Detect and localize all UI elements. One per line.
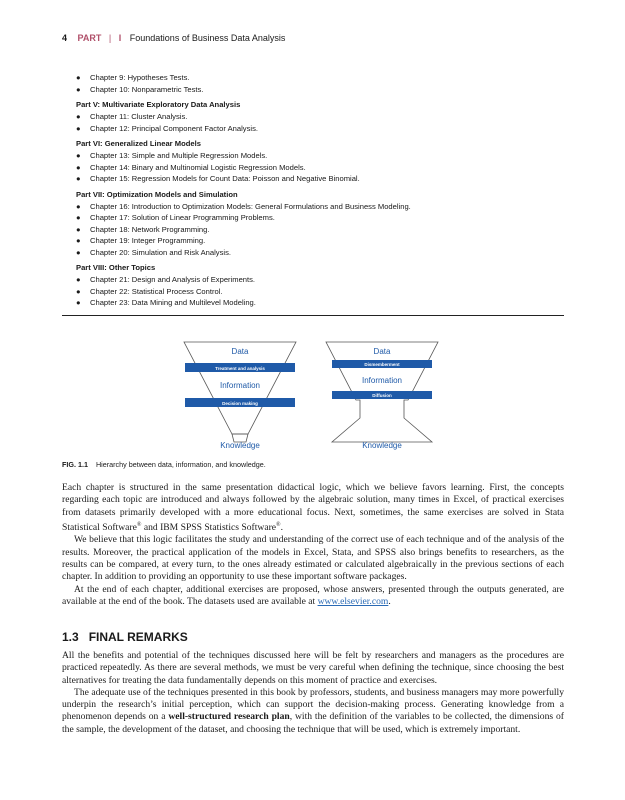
list-item: ● Chapter 20: Simulation and Risk Analysis. [76, 247, 231, 257]
section-number: 1.3 [62, 630, 79, 644]
right-knowledge-label: Knowledge [362, 441, 402, 450]
paragraph: Each chapter is structured in the same presentation didactical logic, which we believe favors learning. First, the concepts regarding each topic are introduced and always followed by the algebraic solution, many times in Excel, of practical exercises from datasets primarily developed with a more educational focus. Next, sometimes, the same exercises are solved in Stata Statistical Software® and IBM SPSS Statistics Software®. [62, 482, 564, 534]
page-number: 4 [62, 33, 68, 43]
left-knowledge-label: Knowledge [220, 441, 260, 450]
bullet-icon: ● [76, 236, 81, 245]
part-heading: Part VI: Generalized Linear Models [76, 139, 201, 148]
right-funnel-diagram [326, 342, 438, 450]
part-label: PART [77, 33, 102, 43]
part-heading: Part VIII: Other Topics [76, 263, 156, 272]
left-band-decision-label: Decision making [222, 401, 258, 406]
list-item: ● Chapter 23: Data Mining and Multilevel Modeling. [76, 298, 256, 307]
left-band-treatment-label: Treatment and analysis [215, 366, 265, 371]
body-text [62, 482, 564, 608]
list-item: ● Chapter 15: Regression Models for Count Data: Poisson and Negative Binomial. [76, 174, 360, 183]
bullet-icon: ● [76, 151, 81, 160]
left-data-label: Data [231, 347, 249, 356]
bullet-icon: ● [76, 213, 81, 222]
paragraph: We believe that this logic facilitates the study and understanding of the correct use of each technique and of the analysis of the results. Moreover, the practical application of the models in Excel, Stata, and SPSS also brings benefits to researchers, as the results can be compared, at every turn, to the ones already estimated or calculated algebraically in the previous sections of each chapter. In addition to providing an opportunity to use these important software packages. [62, 534, 564, 583]
header-separator: | [108, 33, 112, 43]
running-header [62, 33, 285, 43]
paragraph: All the benefits and potential of the techniques discussed here will be felt by researchers and managers as the procedures are practiced repeatedly. As there are several methods, we must be very careful when defining the technique, since choosing the best alternatives for treating the data fundamentally depends on this moment of practice and exercises. [62, 650, 564, 686]
part-title: Foundations of Business Data Analysis [129, 33, 286, 43]
elsevier-link[interactable]: www.elsevier.com [317, 595, 389, 607]
figure-caption [62, 460, 266, 469]
figure-caption-label: FIG. 1.1 [62, 460, 88, 469]
list-item: ● Chapter 14: Binary and Multinomial Logistic Regression Models. [76, 162, 306, 172]
bullet-icon: ● [76, 286, 81, 296]
list-item: ● Chapter 22: Statistical Process Control. [76, 286, 223, 296]
list-item: ● Chapter 11: Cluster Analysis. [76, 112, 188, 121]
list-item: ● Chapter 21: Design and Analysis of Experiments. [76, 275, 256, 284]
right-band-dismemberment-label: Dismemberment [364, 362, 400, 367]
bullet-icon: ● [76, 123, 81, 133]
bullet-icon: ● [76, 298, 81, 307]
bullet-icon: ● [76, 201, 81, 211]
paragraph: At the end of each chapter, additional exercises are proposed, whose answers, presented through the outputs generated, are available at the end of the book. The datasets used are available at www.elsevier.com. [62, 583, 564, 607]
list-item: ● Chapter 12: Principal Component Factor Analysis. [76, 123, 258, 133]
part-heading: Part VII: Optimization Models and Simulation [76, 189, 238, 199]
right-data-label: Data [373, 347, 391, 356]
bullet-icon: ● [76, 224, 81, 234]
list-item: ● Chapter 10: Nonparametric Tests. [76, 84, 204, 94]
part-heading: Part V: Multivariate Exploratory Data Analysis [76, 100, 241, 109]
figure-caption-text: Hierarchy between data, information, and knowledge. [95, 460, 266, 469]
bullet-icon: ● [76, 174, 81, 183]
left-information-label: Information [219, 381, 261, 390]
section-divider [62, 315, 564, 316]
list-item: ● Chapter 17: Solution of Linear Programming Problems. [76, 213, 275, 222]
list-item: ● Chapter 19: Integer Programming. [76, 236, 206, 245]
section-heading [62, 630, 188, 644]
chapter-list [76, 72, 566, 309]
right-band-diffusion-label: Diffusion [372, 393, 392, 398]
bullet-icon: ● [76, 162, 81, 172]
list-item: ● Chapter 16: Introduction to Optimization Models: General Formulations and Business Modeling. [76, 201, 411, 211]
bullet-icon: ● [76, 73, 81, 82]
right-information-label: Information [361, 376, 403, 385]
bullet-icon: ● [76, 84, 81, 94]
list-item: ● Chapter 18: Network Programming. [76, 224, 210, 234]
left-funnel-diagram [184, 342, 296, 450]
bullet-icon: ● [76, 247, 81, 257]
list-item: ● Chapter 13: Simple and Multiple Regression Models. [76, 151, 268, 160]
list-item: ● Chapter 9: Hypotheses Tests. [76, 73, 190, 82]
bullet-icon: ● [76, 112, 81, 121]
bullet-icon: ● [76, 275, 81, 284]
part-number: I [118, 33, 122, 43]
section-body [62, 650, 564, 736]
paragraph: The adequate use of the techniques presented in this book by professors, students, and business managers may more powerfully underpin the research’s initial perception, which can support the decision-making process. Generating knowledge from a phenomenon depends on a well-structured research plan, with the definition of the variables to be collected, the dimensions of the sample, the development of the dataset, and choosing the technique that will be used, which is extremely important. [62, 686, 564, 735]
hierarchy-figure [180, 340, 440, 452]
section-title: FINAL REMARKS [88, 630, 188, 644]
